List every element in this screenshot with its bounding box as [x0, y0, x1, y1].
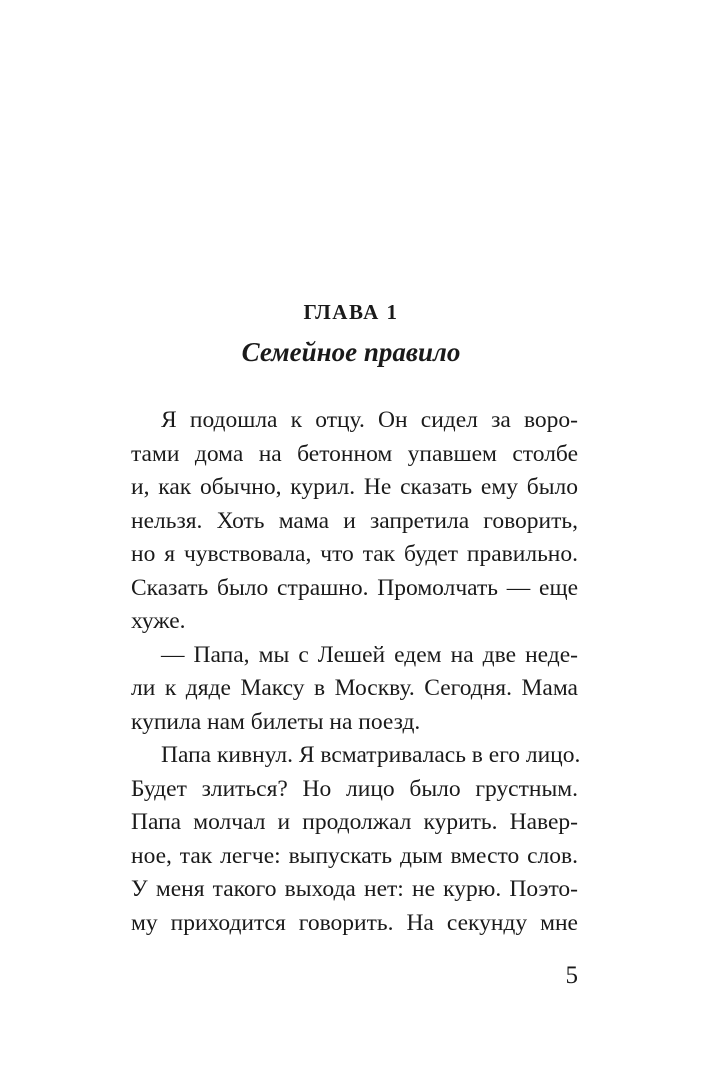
page-number: 5	[565, 962, 578, 989]
text-line: ное, так легче: выпускать дым вместо слов.	[131, 842, 578, 869]
text-line: Сказать было страшно. Промолчать — еще	[131, 574, 578, 601]
body-text	[131, 404, 581, 940]
text-line: хуже.	[131, 608, 186, 634]
text-line: У меня такого выхода нет: не курю. Поэто-	[131, 876, 578, 902]
text-line: купила нам билеты на поезд.	[131, 708, 421, 735]
text-line: нельзя. Хоть мама и запретила говорить,	[131, 507, 578, 534]
text-line: и, как обычно, курил. Не сказать ему было	[131, 474, 578, 500]
text-line: Я подошла к отцу. Он сидел за воро-	[161, 407, 578, 433]
chapter-number: ГЛАВА 1	[303, 300, 399, 324]
text-line: ли к дяде Максу в Москву. Сегодня. Мама	[131, 675, 578, 701]
text-line: но я чувствовала, что так будет правильно.	[131, 541, 578, 567]
text-line: — Папа, мы с Лешей едем на две неде-	[161, 641, 578, 668]
chapter-title: Семейное правило	[241, 337, 461, 367]
text-line: му приходится говорить. На секунду мне	[131, 909, 578, 936]
text-line: Папа молчал и продолжал курить. Навер-	[131, 809, 578, 835]
text-line: Будет злиться? Но лицо было грустным.	[131, 775, 578, 802]
text-line: Папа кивнул. Я всматривалась в его лицо.	[161, 742, 581, 768]
text-line: тами дома на бетонном упавшем столбе	[131, 440, 578, 467]
